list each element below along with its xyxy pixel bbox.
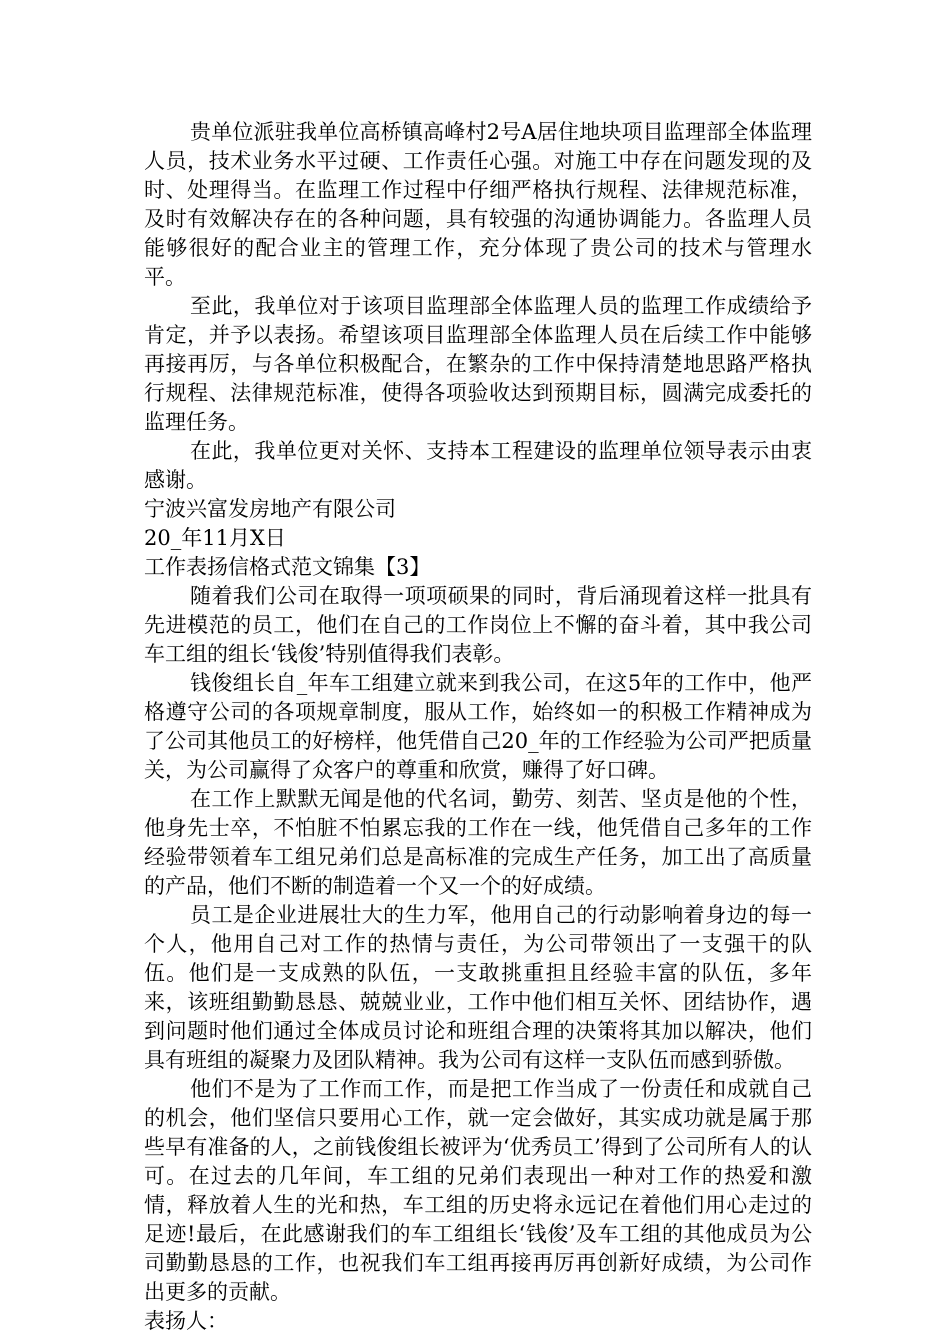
signature-date: 20_年11月X日	[144, 526, 286, 550]
paragraph-intro: 随着我们公司在取得一项项硕果的同时，背后涌现着这样一批具有先进模范的员工，他们在自己的工作岗位上不懈的奋斗着，其中我公司车工组的组长‘钱俊’特别值得我们表彰。	[144, 584, 812, 666]
paragraph-praise-supervision: 贵单位派驻我单位高桥镇高峰村2号A居住地块项目监理部全体监理人员，技术业务水平过硬、工作责任心强。对施工中存在问题发现的及时、处理得当。在监理工作过程中仔细严格执行规程、法律规范标准，及时有效解决存在的各种问题，具有较强的沟通协调能力。各监理人员能够很好的配合业主的管理工作，充分体现了贵公司的技术与管理水平。	[144, 120, 812, 289]
section-heading: 工作表扬信格式范文锦集【3】	[144, 555, 431, 579]
paragraph-affirmation: 至此，我单位对于该项目监理部全体监理人员的监理工作成绩给予肯定，并予以表扬。希望该项目监理部全体监理人员在后续工作中能够再接再厉，与各单位积极配合，在繁杂的工作中保持清楚地思路严格执行规程、法律规范标准，使得各项验收达到预期目标，圆满完成委托的监理任务。	[144, 294, 812, 434]
paragraph-conclusion: 他们不是为了工作而工作，而是把工作当成了一份责任和成就自己的机会，他们坚信只要用心工作，就一定会做好，其实成功就是属于那些早有准备的人，之前钱俊组长被评为‘优秀员工’得到了公司所有人的认可。在过去的几年间，车工组的兄弟们表现出一种对工作的热爱和激情，释放着人生的光和热，车工组的历史将永远记在着他们用心走过的足迹!最后，在此感谢我们的车工组组长‘钱俊’及车工组的其他成员为公司勤勤恳恳的工作，也祝我们车工组再接再厉再创新好成绩，为公司作出更多的贡献。	[144, 1077, 812, 1304]
paragraph-team: 员工是企业进展壮大的生力军，他用自己的行动影响着身边的每一个人，他用自己对工作的热情与责任，为公司带领出了一支强干的队伍。他们是一支成熟的队伍，一支敢挑重担且经验丰富的队伍，多年来，该班组勤勤恳恳、兢兢业业，工作中他们相互关怀、团结协作，遇到问题时他们通过全体成员讨论和班组合理的决策将其加以解决，他们具有班组的凝聚力及团队精神。我为公司有这样一支队伍而感到骄傲。	[144, 903, 812, 1072]
paragraph-qianjun-service: 钱俊组长自_年车工组建立就来到我公司，在这5年的工作中，他严格遵守公司的各项规章制度，服从工作，始终如一的积极工作精神成为了公司其他员工的好榜样，他凭借自己20_年的工作经验为公司严把质量关，为公司赢得了众客户的尊重和欣赏，赚得了好口碑。	[144, 671, 812, 782]
signature-company: 宁波兴富发房地产有限公司	[144, 497, 396, 521]
paragraph-thanks: 在此，我单位更对关怀、支持本工程建设的监理单位领导表示由衷感谢。	[144, 439, 812, 492]
closing-label: 表扬人：	[144, 1309, 228, 1333]
paragraph-work-attitude: 在工作上默默无闻是他的代名词，勤劳、刻苦、坚贞是他的个性，他身先士卒，不怕脏不怕累忘我的工作在一线，他凭借自己多年的工作经验带领着车工组兄弟们总是高标准的完成生产任务，加工出了高质量的产品，他们不断的制造着一个又一个的好成绩。	[144, 787, 812, 898]
document-body	[144, 118, 812, 1336]
